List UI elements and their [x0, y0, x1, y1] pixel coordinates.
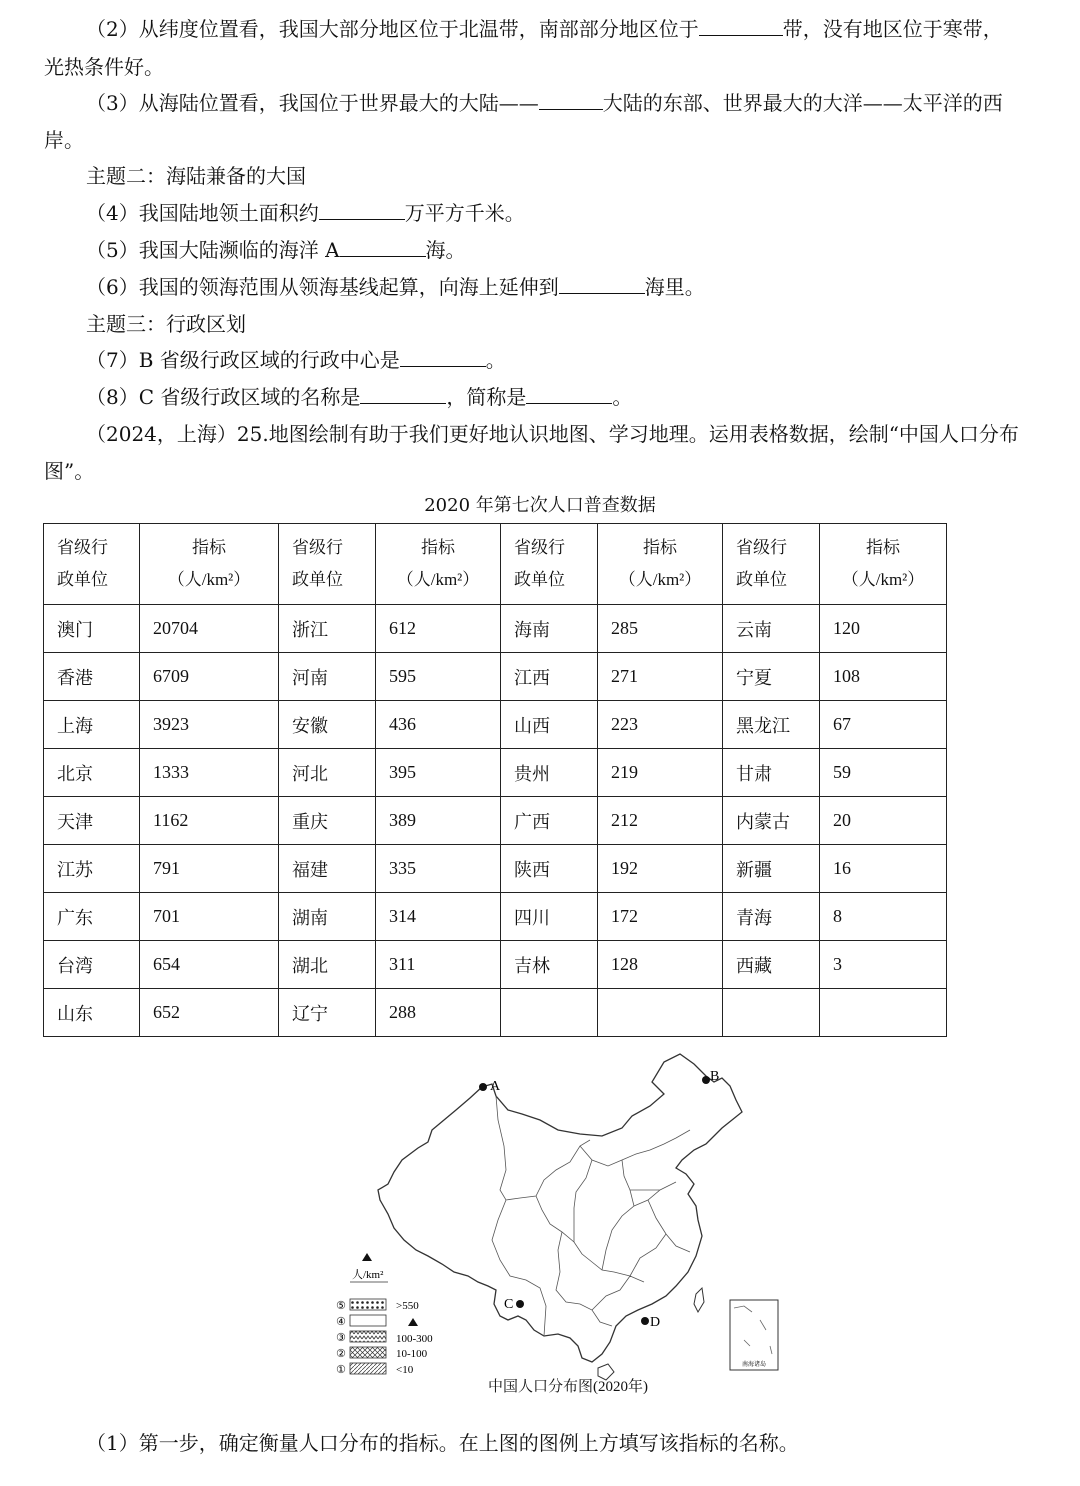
province-cell: 广西 [501, 797, 598, 845]
density-cell: 108 [820, 653, 947, 701]
province-cell: 福建 [279, 845, 376, 893]
table-header-row [44, 524, 947, 605]
province-cell: 四川 [501, 893, 598, 941]
legend-triangle-mid [408, 1318, 418, 1326]
point-c-label: C [504, 1297, 514, 1312]
province-cell: 山西 [501, 701, 598, 749]
header-unit [501, 524, 598, 605]
density-cell: 271 [598, 653, 723, 701]
header-unit [279, 524, 376, 605]
table-row [44, 845, 947, 893]
legend-num-1: ① [336, 1363, 346, 1376]
q2-text-c: 光热条件好。 [44, 55, 164, 79]
province-cell: 安徽 [279, 701, 376, 749]
province-cell: 云南 [723, 605, 820, 653]
density-cell: 314 [376, 893, 501, 941]
q3-text-c: 岸。 [44, 128, 84, 152]
header-unit-l2: 政单位 [514, 570, 565, 589]
table-row [44, 797, 947, 845]
header-index [598, 524, 723, 605]
header-index-l2: （人/km²） [396, 570, 480, 589]
legend-triangle-top [362, 1253, 372, 1261]
header-unit-l1: 省级行 [736, 538, 787, 557]
q2-text-b: 带，没有地区位于寒带， [782, 17, 1003, 41]
population-table [43, 523, 947, 1037]
province-cell: 内蒙古 [723, 797, 820, 845]
point-d-label: D [650, 1315, 661, 1330]
density-cell: 59 [820, 749, 947, 797]
map-svg [330, 1050, 800, 1400]
density-cell: 791 [140, 845, 279, 893]
legend-swatch-5 [350, 1299, 386, 1310]
density-cell: 288 [376, 989, 501, 1037]
point-a-dot [479, 1083, 487, 1091]
province-cell: 陕西 [501, 845, 598, 893]
point-d-dot [641, 1317, 649, 1325]
density-cell: 20704 [140, 605, 279, 653]
density-cell: 223 [598, 701, 723, 749]
density-cell: 3 [820, 941, 947, 989]
density-cell: 311 [376, 941, 501, 989]
table-row [44, 701, 947, 749]
province-cell: 湖北 [279, 941, 376, 989]
header-unit-l2: 政单位 [57, 570, 108, 589]
legend-label-3: 100-300 [396, 1333, 433, 1345]
density-cell: 436 [376, 701, 501, 749]
theme2-heading [86, 164, 1080, 188]
q7-line [86, 348, 1080, 372]
header-index [376, 524, 501, 605]
sub1-text: （1）第一步，确定衡量人口分布的指标。在上图的图例上方填写该指标的名称。 [86, 1431, 799, 1455]
province-cell [723, 989, 820, 1037]
header-unit [44, 524, 140, 605]
density-cell: 172 [598, 893, 723, 941]
q4-text-b: 万平方千米。 [404, 201, 525, 225]
q5-line [86, 238, 1080, 262]
header-unit-l1: 省级行 [57, 538, 108, 557]
theme3-heading [86, 312, 1080, 336]
province-cell: 江西 [501, 653, 598, 701]
density-cell: 3923 [140, 701, 279, 749]
density-cell: 395 [376, 749, 501, 797]
point-a-label: A [490, 1079, 501, 1094]
q5-text-a: （5）我国大陆濒临的海洋 A [86, 238, 340, 262]
header-unit-l1: 省级行 [292, 538, 343, 557]
theme3-text: 主题三：行政区划 [86, 312, 246, 336]
province-cell: 西藏 [723, 941, 820, 989]
q3-blank[interactable] [539, 91, 603, 110]
q4-line [86, 201, 1080, 225]
density-cell: 701 [140, 893, 279, 941]
china-outline [378, 1054, 742, 1362]
province-cell: 山东 [44, 989, 140, 1037]
header-index-l1: 指标 [866, 538, 900, 557]
map-caption: 中国人口分布图(2020年) [488, 1379, 648, 1395]
province-cell: 河南 [279, 653, 376, 701]
province-cell: 新疆 [723, 845, 820, 893]
province-cell: 广东 [44, 893, 140, 941]
legend-label-5: >550 [396, 1300, 419, 1312]
density-cell: 67 [820, 701, 947, 749]
legend-label-2: 10-100 [396, 1348, 428, 1360]
header-unit-l1: 省级行 [514, 538, 565, 557]
legend-swatch-1 [350, 1363, 386, 1374]
q2-line-1 [86, 17, 1080, 41]
inset-label: 南海诸岛 [741, 1361, 767, 1368]
legend-unit: 人/km² [352, 1269, 384, 1281]
province-cell: 贵州 [501, 749, 598, 797]
density-cell: 389 [376, 797, 501, 845]
q2-text-a: （2）从纬度位置看，我国大部分地区位于北温带，南部部分地区位于 [86, 17, 699, 41]
q4-blank[interactable] [319, 201, 405, 220]
point-b-dot [702, 1076, 710, 1084]
inset-coast [734, 1306, 772, 1354]
province-cell: 辽宁 [279, 989, 376, 1037]
legend-num-3: ③ [336, 1331, 346, 1344]
province-cell: 宁夏 [723, 653, 820, 701]
table-row [44, 653, 947, 701]
header-index-l1: 指标 [643, 538, 677, 557]
q8-text-b: ，简称是 [446, 385, 527, 409]
density-cell: 16 [820, 845, 947, 893]
legend-swatch-2 [350, 1347, 386, 1358]
province-cell: 北京 [44, 749, 140, 797]
legend-label-1: <10 [396, 1364, 414, 1376]
legend-swatch-4 [350, 1315, 386, 1326]
header-unit-l2: 政单位 [736, 570, 787, 589]
q7-text-a: （7）B 省级行政区域的行政中心是 [86, 348, 400, 372]
q2-line-2 [44, 55, 1080, 79]
header-index-l2: （人/km²） [841, 570, 925, 589]
q3-text-a: （3）从海陆位置看，我国位于世界最大的大陆—— [86, 91, 539, 115]
q8-text-a: （8）C 省级行政区域的名称是 [86, 385, 361, 409]
legend-num-2: ② [336, 1347, 346, 1360]
table-row [44, 941, 947, 989]
china-population-map [330, 1050, 800, 1400]
q7-text-b: 。 [485, 348, 506, 372]
province-cell: 天津 [44, 797, 140, 845]
table-caption: 2020 年第七次人口普查数据 [424, 495, 656, 516]
density-cell: 8 [820, 893, 947, 941]
sub1-line [86, 1431, 1080, 1455]
table-row [44, 749, 947, 797]
header-index-l1: 指标 [192, 538, 226, 557]
province-cell: 河北 [279, 749, 376, 797]
q6-text-b: 海里。 [644, 275, 705, 299]
q3-line-2 [44, 128, 1080, 152]
province-cell: 黑龙江 [723, 701, 820, 749]
q5-blank[interactable] [340, 238, 426, 257]
density-cell [598, 989, 723, 1037]
density-cell: 192 [598, 845, 723, 893]
header-index [820, 524, 947, 605]
density-cell: 654 [140, 941, 279, 989]
q25-text-a: （2024，上海）25.地图绘制有助于我们更好地认识地图、学习地理。运用表格数据，绘制“中国人口分布 [86, 422, 1019, 446]
density-cell: 595 [376, 653, 501, 701]
density-cell: 652 [140, 989, 279, 1037]
q25-line-1 [86, 422, 1080, 446]
density-cell: 612 [376, 605, 501, 653]
density-cell: 120 [820, 605, 947, 653]
q7-blank[interactable] [400, 348, 486, 367]
density-cell: 128 [598, 941, 723, 989]
province-cell: 吉林 [501, 941, 598, 989]
q8-blank-name[interactable] [360, 385, 446, 404]
density-cell: 219 [598, 749, 723, 797]
q8-blank-abbr[interactable] [526, 385, 612, 404]
table-row [44, 605, 947, 653]
legend-swatch-3 [350, 1331, 386, 1342]
q25-line-2 [44, 459, 1080, 483]
table-row [44, 989, 947, 1037]
province-cell: 上海 [44, 701, 140, 749]
q2-blank[interactable] [699, 17, 783, 36]
q6-text-a: （6）我国的领海范围从领海基线起算，向海上延伸到 [86, 275, 559, 299]
q6-blank[interactable] [559, 275, 645, 294]
q6-line [86, 275, 1080, 299]
density-cell: 285 [598, 605, 723, 653]
header-index-l2: （人/km²） [167, 570, 251, 589]
province-cell: 重庆 [279, 797, 376, 845]
province-cell: 澳门 [44, 605, 140, 653]
province-cell: 湖南 [279, 893, 376, 941]
q5-text-b: 海。 [425, 238, 466, 262]
q4-text-a: （4）我国陆地领土面积约 [86, 201, 319, 225]
q3-text-b: 大陆的东部、世界最大的大洋——太平洋的西 [602, 91, 1003, 115]
province-cell: 海南 [501, 605, 598, 653]
header-index-l1: 指标 [421, 538, 455, 557]
header-index-l2: （人/km²） [618, 570, 702, 589]
q25-text-b: 图”。 [44, 459, 95, 483]
point-b-label: B [710, 1069, 720, 1084]
province-cell: 浙江 [279, 605, 376, 653]
density-cell [820, 989, 947, 1037]
density-cell: 335 [376, 845, 501, 893]
header-index [140, 524, 279, 605]
density-cell: 212 [598, 797, 723, 845]
header-unit-l2: 政单位 [292, 570, 343, 589]
province-cell: 青海 [723, 893, 820, 941]
point-c-dot [516, 1300, 524, 1308]
province-cell: 香港 [44, 653, 140, 701]
province-cell: 江苏 [44, 845, 140, 893]
province-cell [501, 989, 598, 1037]
q3-line-1 [86, 91, 1080, 115]
density-cell: 6709 [140, 653, 279, 701]
table-row [44, 893, 947, 941]
legend-num-4: ④ [336, 1315, 346, 1328]
header-unit [723, 524, 820, 605]
south-sea-inset [730, 1300, 778, 1370]
density-cell: 1333 [140, 749, 279, 797]
density-cell: 1162 [140, 797, 279, 845]
q8-text-c: 。 [612, 385, 633, 409]
taiwan-island [694, 1288, 704, 1312]
theme2-text: 主题二：海陆兼备的大国 [86, 164, 306, 188]
legend-num-5: ⑤ [336, 1299, 346, 1312]
density-cell: 20 [820, 797, 947, 845]
province-cell: 甘肃 [723, 749, 820, 797]
province-cell: 台湾 [44, 941, 140, 989]
q8-line [86, 385, 1080, 409]
